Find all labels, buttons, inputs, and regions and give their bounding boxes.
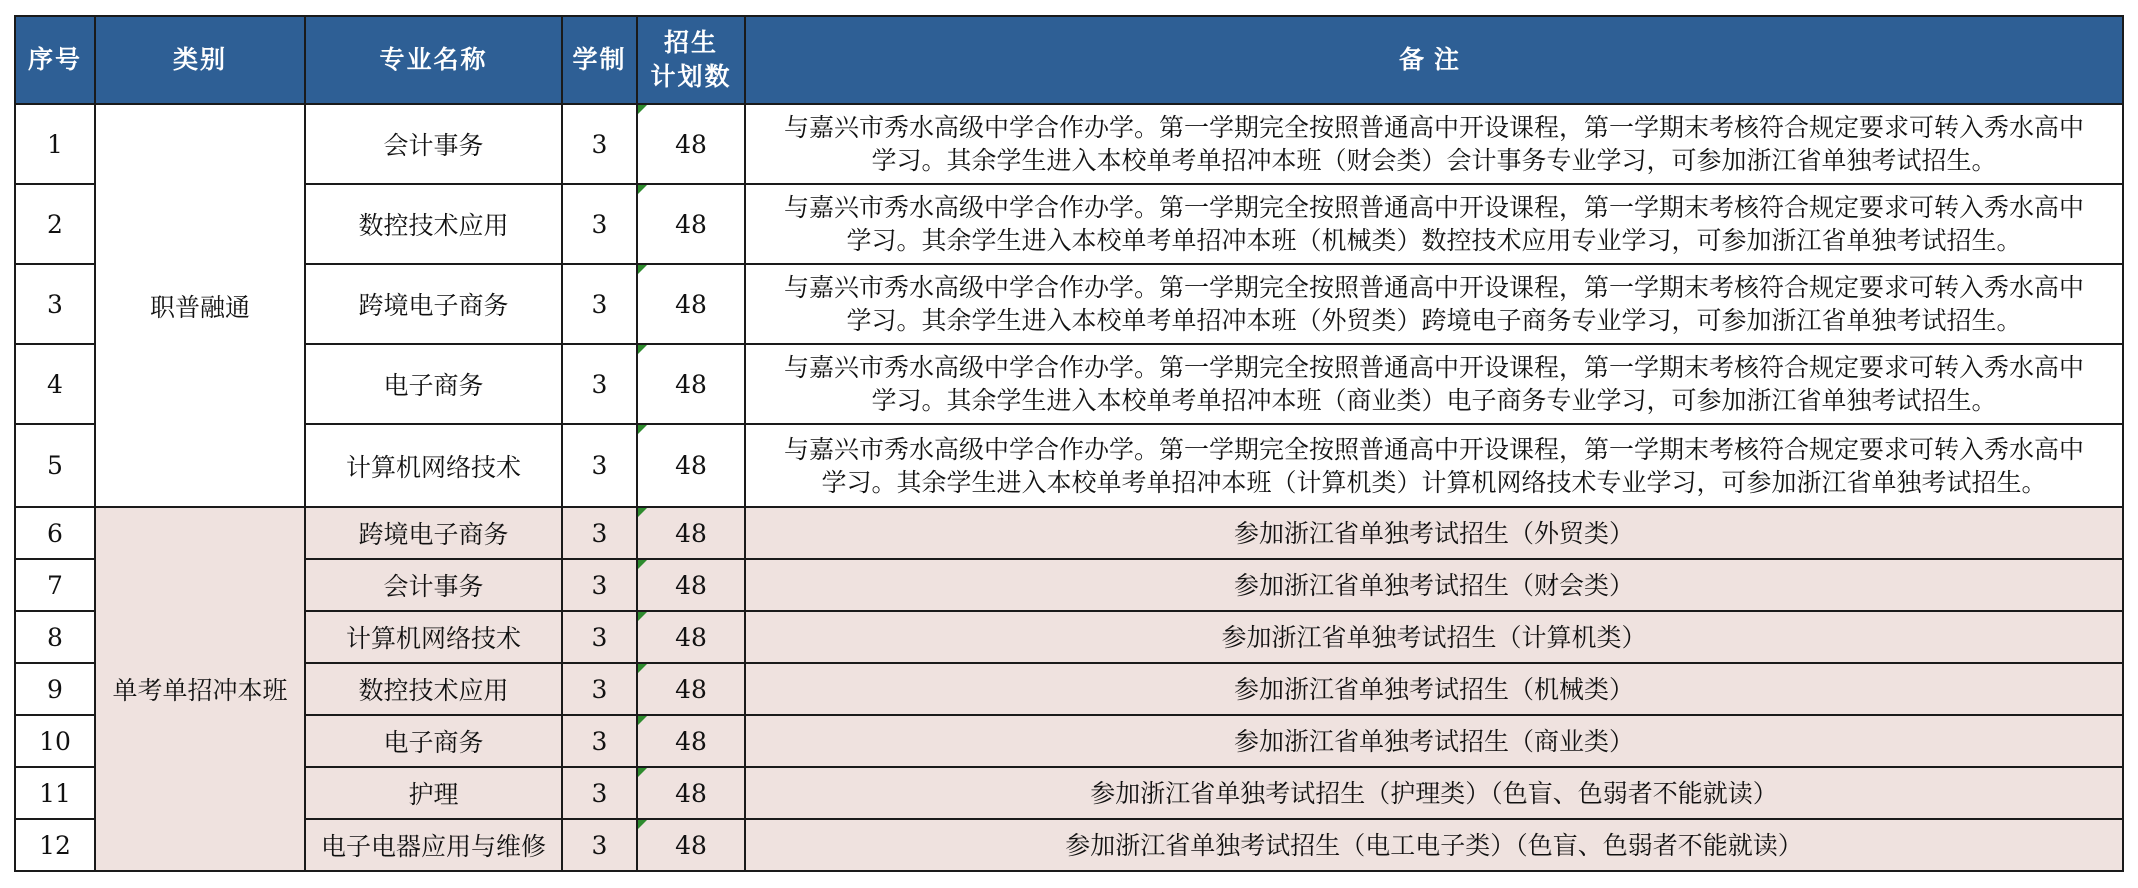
table-header-row bbox=[15, 16, 2123, 104]
plan-cell bbox=[637, 184, 745, 264]
years-cell: 3 bbox=[562, 424, 637, 507]
remark-cell: 参加浙江省单独考试招生（财会类） bbox=[745, 559, 2123, 611]
remark-line: 与嘉兴市秀水高级中学合作办学。第一学期完全按照普通高中开设课程，第一学期末考核符合规定要求可转入秀水高中 bbox=[783, 434, 2084, 464]
years-cell: 3 bbox=[562, 715, 637, 767]
seq-cell: 9 bbox=[15, 663, 95, 715]
major-cell: 电子电器应用与维修 bbox=[305, 819, 562, 871]
plan-value: 48 bbox=[675, 830, 707, 860]
plan-value: 48 bbox=[675, 674, 707, 704]
major-cell: 计算机网络技术 bbox=[305, 424, 562, 507]
years-cell: 3 bbox=[562, 344, 637, 424]
major-cell: 电子商务 bbox=[305, 344, 562, 424]
years-cell: 3 bbox=[562, 663, 637, 715]
remark-line: 学习。其余学生进入本校单考单招冲本班（机械类）数控技术应用专业学习，可参加浙江省单独考试招生。 bbox=[846, 226, 2022, 255]
years-cell: 3 bbox=[562, 767, 637, 819]
remark-line: 学习。其余学生进入本校单考单招冲本班（财会类）会计事务专业学习，可参加浙江省单独考试招生。 bbox=[871, 146, 1997, 175]
plan-value: 48 bbox=[675, 726, 707, 756]
cell-marker-icon bbox=[638, 768, 647, 777]
cell-marker-icon bbox=[638, 560, 647, 569]
cell-marker-icon bbox=[638, 105, 647, 114]
cell-marker-icon bbox=[638, 716, 647, 725]
table-row bbox=[15, 507, 2123, 559]
header-major: 专业名称 bbox=[305, 16, 562, 104]
table-row bbox=[15, 819, 2123, 871]
table-row bbox=[15, 264, 2123, 344]
plan-value: 48 bbox=[675, 451, 707, 480]
years-cell: 3 bbox=[562, 184, 637, 264]
plan-cell bbox=[637, 663, 745, 715]
seq-cell: 12 bbox=[15, 819, 95, 871]
plan-cell bbox=[637, 507, 745, 559]
plan-cell bbox=[637, 104, 745, 184]
plan-cell bbox=[637, 611, 745, 663]
remark-cell: 参加浙江省单独考试招生（护理类）（色盲、色弱者不能就读） bbox=[745, 767, 2123, 819]
cell-marker-icon bbox=[638, 664, 647, 673]
plan-cell bbox=[637, 767, 745, 819]
cell-marker-icon bbox=[638, 612, 647, 621]
remark-cell bbox=[745, 184, 2123, 264]
plan-value: 48 bbox=[675, 778, 707, 808]
years-cell: 3 bbox=[562, 104, 637, 184]
major-cell: 数控技术应用 bbox=[305, 663, 562, 715]
cell-marker-icon bbox=[638, 820, 647, 829]
plan-cell bbox=[637, 559, 745, 611]
major-cell: 会计事务 bbox=[305, 104, 562, 184]
category-cell-exam-class: 单考单招冲本班 bbox=[95, 507, 305, 871]
plan-cell bbox=[637, 264, 745, 344]
header-category: 类别 bbox=[95, 16, 305, 104]
plan-cell bbox=[637, 344, 745, 424]
major-cell: 跨境电子商务 bbox=[305, 507, 562, 559]
years-cell: 3 bbox=[562, 264, 637, 344]
category-cell-vocational-general: 职普融通 bbox=[95, 104, 305, 507]
plan-cell bbox=[637, 819, 745, 871]
plan-cell bbox=[637, 715, 745, 767]
table-row bbox=[15, 767, 2123, 819]
remark-line: 与嘉兴市秀水高级中学合作办学。第一学期完全按照普通高中开设课程，第一学期末考核符合规定要求可转入秀水高中 bbox=[783, 113, 2084, 142]
remark-cell: 参加浙江省单独考试招生（商业类） bbox=[745, 715, 2123, 767]
remark-line: 与嘉兴市秀水高级中学合作办学。第一学期完全按照普通高中开设课程，第一学期末考核符合规定要求可转入秀水高中 bbox=[783, 273, 2084, 302]
remark-cell: 参加浙江省单独考试招生（机械类） bbox=[745, 663, 2123, 715]
table-row bbox=[15, 559, 2123, 611]
major-cell: 计算机网络技术 bbox=[305, 611, 562, 663]
major-cell: 数控技术应用 bbox=[305, 184, 562, 264]
seq-cell: 8 bbox=[15, 611, 95, 663]
plan-cell bbox=[637, 424, 745, 507]
remark-cell: 参加浙江省单独考试招生（计算机类） bbox=[745, 611, 2123, 663]
years-cell: 3 bbox=[562, 507, 637, 559]
remark-line: 与嘉兴市秀水高级中学合作办学。第一学期完全按照普通高中开设课程，第一学期末考核符合规定要求可转入秀水高中 bbox=[783, 353, 2084, 382]
plan-value: 48 bbox=[675, 570, 707, 600]
plan-value: 48 bbox=[675, 518, 707, 548]
seq-cell: 10 bbox=[15, 715, 95, 767]
remark-cell: 参加浙江省单独考试招生（电工电子类）（色盲、色弱者不能就读） bbox=[745, 819, 2123, 871]
years-cell: 3 bbox=[562, 611, 637, 663]
major-cell: 护理 bbox=[305, 767, 562, 819]
years-cell: 3 bbox=[562, 559, 637, 611]
remark-line: 学习。其余学生进入本校单考单招冲本班（外贸类）跨境电子商务专业学习，可参加浙江省单独考试招生。 bbox=[846, 306, 2022, 335]
table-row bbox=[15, 663, 2123, 715]
plan-value: 48 bbox=[675, 209, 707, 239]
cell-marker-icon bbox=[638, 508, 647, 517]
remark-cell bbox=[745, 344, 2123, 424]
seq-cell: 3 bbox=[15, 264, 95, 344]
remark-line: 学习。其余学生进入本校单考单招冲本班（商业类）电子商务专业学习，可参加浙江省单独考试招生。 bbox=[871, 386, 1997, 415]
major-cell: 跨境电子商务 bbox=[305, 264, 562, 344]
cell-marker-icon bbox=[638, 185, 647, 194]
seq-cell: 2 bbox=[15, 184, 95, 264]
remark-cell bbox=[745, 264, 2123, 344]
years-cell: 3 bbox=[562, 819, 637, 871]
seq-cell: 7 bbox=[15, 559, 95, 611]
seq-cell: 6 bbox=[15, 507, 95, 559]
table-row bbox=[15, 104, 2123, 184]
header-note: 备注 bbox=[745, 16, 2123, 104]
table-row bbox=[15, 424, 2123, 507]
cell-marker-icon bbox=[638, 345, 647, 354]
header-years: 学制 bbox=[562, 16, 637, 104]
header-seq: 序号 bbox=[15, 16, 95, 104]
seq-cell: 11 bbox=[15, 767, 95, 819]
plan-value: 48 bbox=[675, 622, 707, 652]
plan-value: 48 bbox=[675, 369, 707, 399]
table-row bbox=[15, 611, 2123, 663]
seq-cell: 1 bbox=[15, 104, 95, 184]
major-cell: 电子商务 bbox=[305, 715, 562, 767]
header-plan bbox=[637, 16, 745, 104]
cell-marker-icon bbox=[638, 425, 647, 434]
remark-cell bbox=[745, 104, 2123, 184]
cell-marker-icon bbox=[638, 265, 647, 274]
plan-value: 48 bbox=[675, 129, 707, 159]
remark-cell bbox=[745, 424, 2123, 507]
table-row bbox=[15, 344, 2123, 424]
remark-cell: 参加浙江省单独考试招生（外贸类） bbox=[745, 507, 2123, 559]
remark-line: 与嘉兴市秀水高级中学合作办学。第一学期完全按照普通高中开设课程，第一学期末考核符合规定要求可转入秀水高中 bbox=[783, 193, 2084, 222]
seq-cell: 4 bbox=[15, 344, 95, 424]
remark-line: 学习。其余学生进入本校单考单招冲本班（计算机类）计算机网络技术专业学习，可参加浙江省单独考试招生。 bbox=[821, 467, 2047, 497]
enrollment-plan-table bbox=[14, 15, 2124, 872]
header-plan-line2: 计划数 bbox=[650, 62, 732, 91]
seq-cell: 5 bbox=[15, 424, 95, 507]
table-row bbox=[15, 715, 2123, 767]
table-row bbox=[15, 184, 2123, 264]
header-plan-line1: 招生 bbox=[663, 28, 718, 57]
major-cell: 会计事务 bbox=[305, 559, 562, 611]
plan-value: 48 bbox=[675, 289, 707, 319]
